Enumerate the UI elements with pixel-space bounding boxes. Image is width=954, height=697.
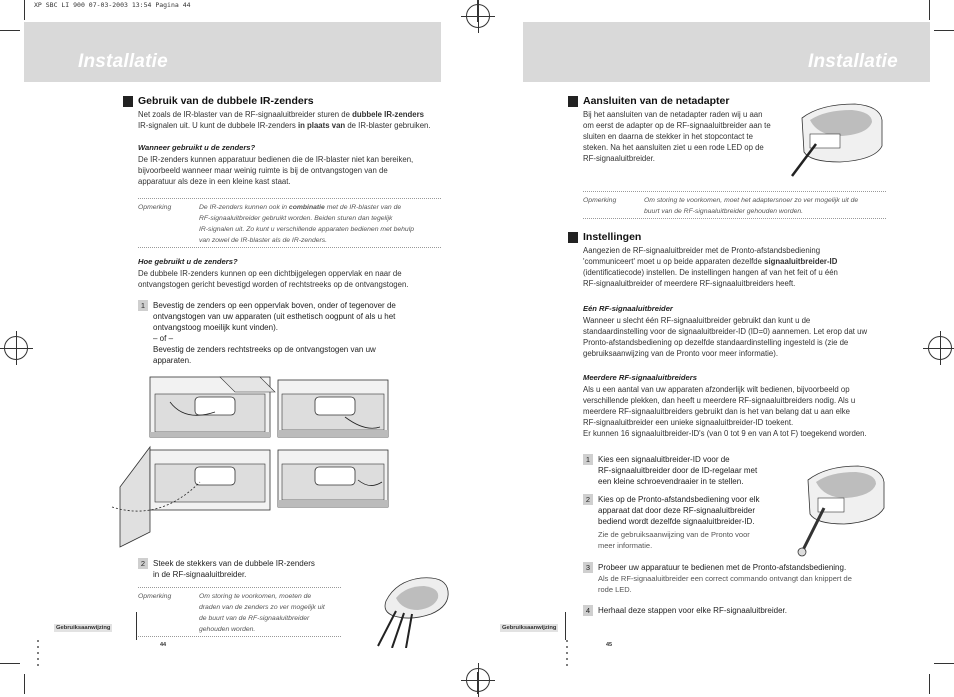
step-1-text: Bevestig de zenders op een oppervlak boven, onder of tegenover de ontvangstogen van uw apparaten (uit esthetisch oogpunt of als u het ontvangstoog moeilijk kunt vinden). – of – Bevestig de zenders rechtstreeks op de ontvangstogen van uw apparaten. <box>153 301 396 365</box>
footer-dots <box>566 640 568 670</box>
step-number: 4 <box>583 605 593 616</box>
registration-mark-icon <box>4 336 28 360</box>
device-illustration <box>278 380 388 437</box>
crop-mark <box>934 30 954 31</box>
footer-label: Gebruiksaanwijzing <box>502 625 557 631</box>
footer-divider <box>136 612 137 640</box>
crop-mark <box>934 663 954 664</box>
paragraph-instellingen: Aangezien de RF-signaaluitbreider met de Pronto-afstandsbediening 'communiceert' moet u op beide apparaten dezelfde signaaluitbreider-ID (identificatiecode) instellen. De instellingen hangen af van het feit of u één RF-signaaluitbreider of meerdere RF-signaaluitbreiders heeft. <box>583 246 838 288</box>
subheading-een-uitbreider: Eén RF-signaaluitbreider <box>583 304 673 313</box>
paragraph-meerdere-uitbreiders: Als u een aantal van uw apparaten afzonderlijk wilt bedienen, bijvoorbeeld op verschillende plekken, dan heeft u meerdere RF-signaaluitbreiders nodig. Als u meerdere RF-signaaluitbreiders gebruikt dan is het van belang dat u aan elke RF-signaaluitbreider een unieke signaaluitbreider-ID toekent. Er kunnen 16 signaaluitbreider-ID's (van 0 tot 9 en van A tot F) toegekend worden. <box>583 385 867 438</box>
id-switch-illustration <box>790 460 890 560</box>
subheading-wanneer: Wanneer gebruikt u de zenders? <box>138 143 256 152</box>
netadapter-illustration <box>780 98 890 182</box>
paragraph-hoe: De dubbele IR-zenders kunnen op een dichtbijgelegen oppervlak en naar de ontvangstogen gericht bevestigd worden of rechtstreeks op de ontvangstogen. <box>138 269 409 289</box>
ir-sender-illustrations <box>100 372 450 552</box>
section-marker <box>568 96 578 107</box>
registration-mark-icon <box>466 4 490 28</box>
step-3-text: Probeer uw apparatuur te bedienen met de Pronto-afstandsbediening. <box>598 563 847 572</box>
right-header-title: Installatie <box>808 51 898 72</box>
step-1-text: Kies een signaaluitbreider-ID voor de RF-signaaluitbreider door de ID-regelaar met een kleine schroevendraaier in te stellen. <box>598 455 758 486</box>
note-label: Opmerking <box>583 197 617 204</box>
paragraph-wanneer: De IR-zenders kunnen apparatuur bedienen die de IR-blaster niet kan bereiken, bijvoorbeeld wanneer maar weinig ruimte is bij de ontvangstogen van de apparatuur als deze in een kleine kast staat. <box>138 155 414 186</box>
registration-mark-icon <box>928 336 952 360</box>
crop-mark <box>0 30 20 31</box>
footer-label: Gebruiksaanwijzing <box>56 625 111 631</box>
footer-divider <box>565 612 566 640</box>
step-number: 2 <box>138 558 148 569</box>
note-storing: Opmerking Om storing te voorkomen, moeten de draden van de zenders zo ver mogelijk uit de buurt van de RF-signaaluitbreider gehouden worden. <box>138 587 341 637</box>
crop-mark <box>24 674 25 694</box>
subheading-meerdere-uitbreiders: Meerdere RF-signaaluitbreiders <box>583 373 697 382</box>
crop-mark <box>929 674 930 694</box>
note-combinatie: Opmerking De IR-zenders kunnen ook in combinatie met de IR-blaster van de RF-signaaluitbreider gebruikt worden. Beiden sturen dan tegelijk IR-signalen uit. Zo kunt u verschillende apparaten bedienen met behulp van zowel de IR-blaster als de IR-zenders. <box>138 198 441 248</box>
ir-sender-plug-illustration <box>376 566 456 648</box>
step-2-subtext: Zie de gebruiksaanwijzing van de Pronto voor meer informatie. <box>598 530 750 550</box>
step-number: 2 <box>583 494 593 505</box>
section-title-netadapter: Aansluiten van de netadapter <box>583 95 730 107</box>
subheading-hoe: Hoe gebruikt u de zenders? <box>138 257 238 266</box>
page-number: 45 <box>606 642 613 648</box>
section-marker <box>123 96 133 107</box>
paragraph-netadapter: Bij het aansluiten van de netadapter raden wij u aan om eerst de adapter op de RF-signaaluitbreider aan te sluiten en daarna de stekker in het stopcontact te steken. Na het aansluiten ziet u een rode LED op de RF-signaaluitbreider. <box>583 110 771 163</box>
crop-mark <box>24 0 25 20</box>
device-illustration <box>278 450 388 507</box>
step-number: 1 <box>138 300 148 311</box>
note-label: Opmerking <box>138 593 172 600</box>
registration-mark-icon <box>466 668 490 692</box>
intro-paragraph: Net zoals de IR-blaster van de RF-signaaluitbreider sturen de dubbele IR-zenders IR-signalen uit. U kunt de dubbele IR-zenders in plaats van de IR-blaster gebruiken. <box>138 110 431 130</box>
step-4-text: Herhaal deze stappen voor elke RF-signaaluitbreider. <box>598 606 787 615</box>
crop-mark <box>0 663 20 664</box>
section-title-instellingen: Instellingen <box>583 231 642 243</box>
note-adaptersnoer: Opmerking Om storing te voorkomen, moet het adaptersnoer zo ver mogelijk uit de buurt van de RF-signaaluitbreider gehouden worden. <box>583 191 886 219</box>
step-number: 3 <box>583 562 593 573</box>
device-illustration <box>150 377 275 437</box>
page-number: 44 <box>160 642 167 648</box>
step-2-text: Kies op de Pronto-afstandsbediening voor elk apparaat dat door deze RF-signaaluitbreider bediend wordt dezelfde signaaluitbreider-ID. <box>598 495 760 526</box>
paragraph-een-uitbreider: Wanneer u slecht één RF-signaaluitbreider gebruikt dan kunt u de standaardinstelling voor de signaaluitbreider-ID (ID=0) aannemen. Let erop dat uw Pronto-afstandsbediening op dezelfde standaardinstelling ingesteld is (zie de gebruiksaanwijzing van de Pronto voor meer informatie). <box>583 316 868 358</box>
step-number: 1 <box>583 454 593 465</box>
device-illustration <box>112 447 270 547</box>
left-header-title: Installatie <box>78 51 168 72</box>
section-title-ir-zenders: Gebruik van de dubbele IR-zenders <box>138 95 314 107</box>
print-line: XP SBC LI 900 07-03-2003 13:54 Pagina 44 <box>34 1 191 9</box>
footer-dots <box>37 640 39 670</box>
crop-mark <box>929 0 930 20</box>
section-marker <box>568 232 578 243</box>
step-3-subtext: Als de RF-signaaluitbreider een correct commando ontvangt dan knippert de rode LED. <box>598 574 852 594</box>
note-label: Opmerking <box>138 204 172 211</box>
step-2-text: Steek de stekkers van de dubbele IR-zenders in de RF-signaaluitbreider. <box>153 559 315 579</box>
